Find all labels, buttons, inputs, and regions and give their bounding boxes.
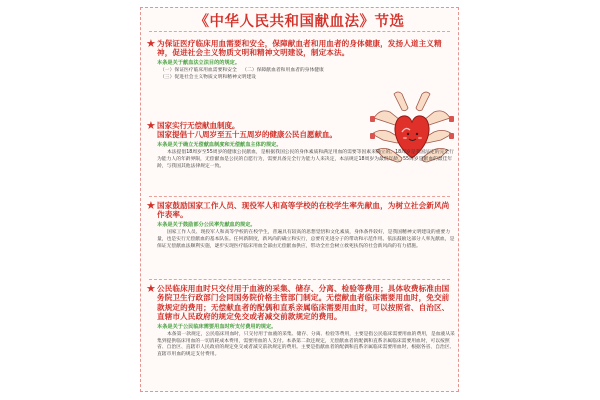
clause-2-body xyxy=(157,150,455,171)
clause-4-explanation-title: 本条是关于公民临床需要用血时所支付费用的规定。 xyxy=(157,323,277,330)
purpose-item: （二）保障献血者和用血者的身体健康 xyxy=(242,67,324,73)
clause-2-headline-line: 国家实行无偿献血制度。 xyxy=(157,121,240,130)
clause-4-body xyxy=(157,332,455,360)
clause-2-paragraph: 本法提倡18周岁至55周岁的健康公民献血，是根据我国公民的身体素质和满足用血的需要等因素来确立的。18周岁是我国法定的完全行为能力人的年龄界限，无偿献血是公民的自愿行为，需要具备完全行为能力人来决定，本法规定18周岁为最低年龄，55周岁是献血的最佳年龄，与我国其他法律规定一致。 xyxy=(157,149,454,169)
star-icon: ★ xyxy=(146,282,156,295)
clause-4 xyxy=(146,284,455,359)
clause-4-paragraph: 本条第一款规定，公民临床用血时，只交付用于血液的采集、储存、分离、检验等费用，主要是指公民临床需要用血的费用，是血液从采集到提供临床用血的一切消耗成本费用，需要用血的人支付。本条第二款还规定，无偿献血者的配偶和直系亲属临床需要用血时，可以按照省、自治区、直辖市人民政府的规定免交或者减交前款规定的费用。主要是指献血者的配偶和直系亲属临床需要用血时，根据各省、自治区、直辖市用血的规定支付费用。 xyxy=(157,331,455,358)
clause-3-body xyxy=(157,230,455,251)
clause-2 xyxy=(146,121,455,171)
clause-3-headline: 国家鼓励国家工作人员、现役军人和高等学校的在校学生率先献血，为树立社会新风尚作表率。 xyxy=(157,201,450,220)
clause-2-explanation-title: 本条是关于确立无偿献血制度和无偿献血主体的规定。 xyxy=(157,141,282,148)
star-icon: ★ xyxy=(146,37,156,50)
purpose-item: （三）促进社会主义物质文明和精神文明建设 xyxy=(160,74,256,80)
purpose-item: （一）保证医疗临床用血需要和安全 xyxy=(160,67,237,73)
clause-3-explanation-title: 本条是关于鼓励部分公民率先献血的规定。 xyxy=(157,221,256,228)
star-icon: ★ xyxy=(146,199,156,212)
clause-1-headline: 为保证医疗临床用血需要和安全，保障献血者和用血者的身体健康，发扬人道主义精神，促进社会主义物质文明和精神文明建设，制定本法。 xyxy=(157,39,442,58)
star-icon: ★ xyxy=(146,119,156,132)
page-title: 《中华人民共和国献血法》节选 xyxy=(194,13,405,30)
clause-3-paragraph: 国家工作人员、现役军人和高等学校的在校学生，普遍具有较高的思想觉悟和文化素质，身体条件较好，是我国精神文明建设的重要力量，也是实行无偿献血的基本队伍。任何新制度，新风尚的确立和实行，总要有先进分子的带动和示范作用。依法鼓励这部分人率先献血，是保证无偿献血法顺利实施，逐步实现医疗临床用血全部由无偿献血供应，带动全社会树立救死扶伤的社会新风尚的有力措施。 xyxy=(157,229,455,249)
clause-1-explanation-title: 本条是关于献血法立法目的的规定。 xyxy=(157,59,241,66)
clause-3 xyxy=(146,201,455,251)
clause-2-headline-line: 国家提倡十八周岁至五十五周岁的健康公民自愿献血。 xyxy=(157,130,337,140)
section-divider xyxy=(149,279,450,280)
clause-1 xyxy=(146,39,455,81)
title-divider xyxy=(149,31,450,32)
clause-1-purpose-list xyxy=(160,68,455,82)
clause-4-headline: 公民临床用血时只交付用于血液的采集、储存、分离、检验等费用；具体收费标准由国务院卫生行政部门会同国务院价格主管部门制定。无偿献血者临床需要用血时，免交前款规定的费用；无偿献血者的配偶和直系亲属临床需要用血时，可以按照省、自治区、直辖市人民政府的规定免交或者减交前款规定的费用。 xyxy=(157,284,450,322)
section-divider xyxy=(149,196,450,197)
poster xyxy=(140,7,459,392)
